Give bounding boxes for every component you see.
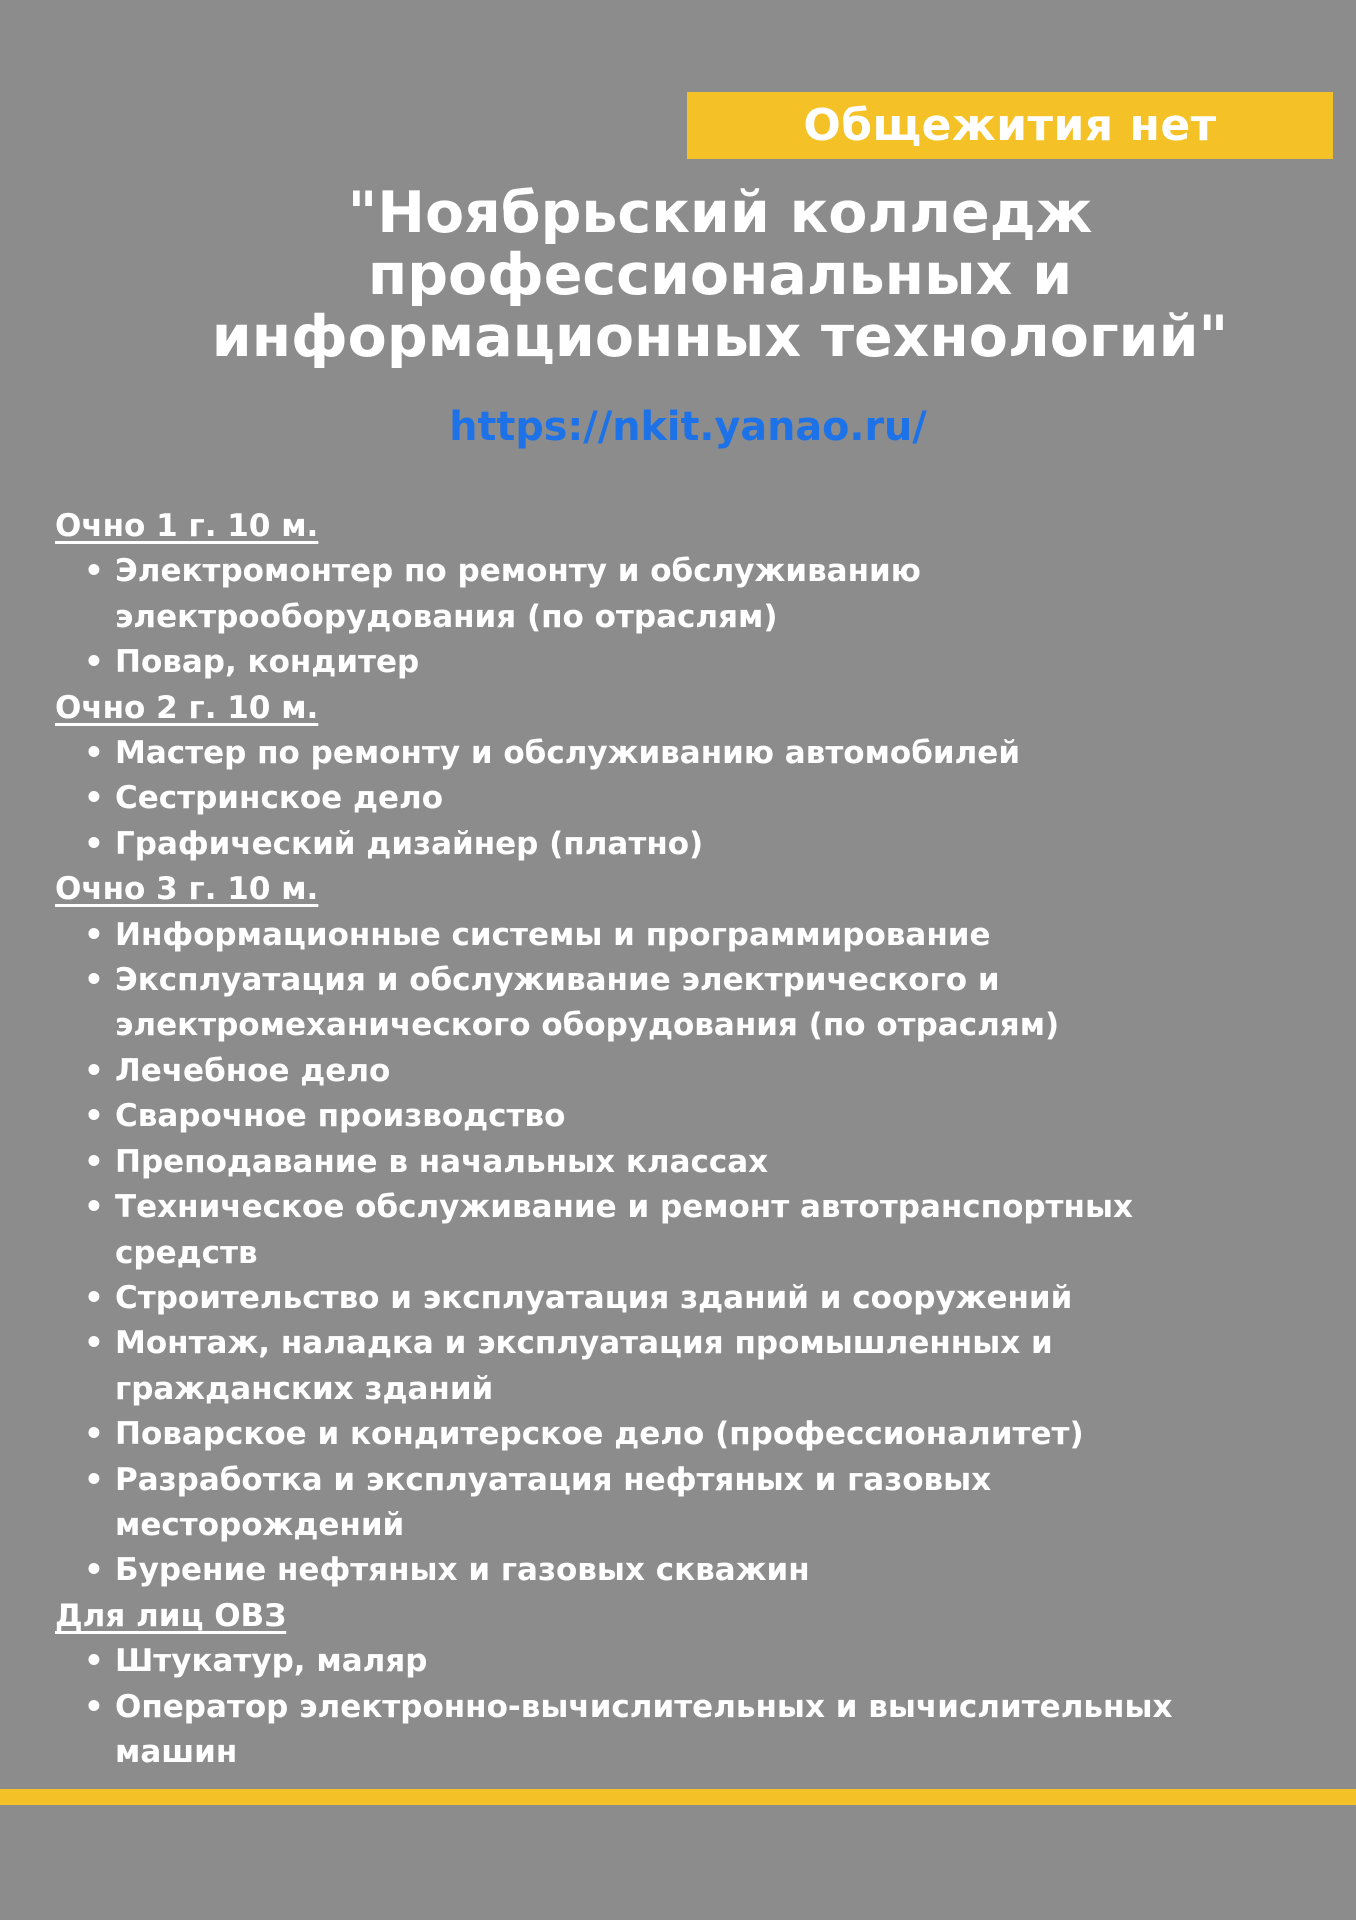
- bullet-icon: •: [84, 1098, 104, 1135]
- programs-list: [55, 504, 1345, 1775]
- list-item: • Сестринское дело: [55, 776, 1345, 821]
- bullet-icon: •: [84, 962, 104, 999]
- section-heading: Очно 3 г. 10 м.: [55, 871, 319, 908]
- bullet-icon: •: [84, 1143, 104, 1180]
- list-item: • Сварочное производство: [55, 1094, 1345, 1139]
- bullet-icon: •: [84, 1279, 104, 1316]
- list-item: • Преподавание в начальных классах: [55, 1140, 1345, 1185]
- list-item: • Информационные системы и программирование: [55, 913, 1345, 958]
- title-line: профессиональных и: [367, 242, 1073, 308]
- bullet-icon: •: [84, 1325, 104, 1362]
- bullet-icon: •: [84, 1416, 104, 1453]
- list-item: • Поварское и кондитерское дело (профессионалитет): [55, 1412, 1345, 1457]
- bullet-icon: •: [84, 644, 104, 681]
- list-item: • Повар, кондитер: [55, 640, 1345, 685]
- list-item: • Эксплуатация и обслуживание электрического и электромеханического оборудования (по отраслям): [55, 958, 1345, 1049]
- bullet-icon: •: [84, 916, 104, 953]
- bullet-icon: •: [84, 1643, 104, 1680]
- website-link[interactable]: https://nkit.yanao.ru/: [449, 404, 927, 450]
- bullet-icon: •: [84, 1189, 104, 1226]
- title-line: "Ноябрьский колледж: [347, 180, 1093, 246]
- bullet-icon: •: [84, 1552, 104, 1589]
- dormitory-badge-text: Общежития нет: [803, 100, 1217, 151]
- dormitory-badge: [687, 92, 1333, 159]
- bullet-icon: •: [84, 1052, 104, 1089]
- list-item: • Строительство и эксплуатация зданий и сооружений: [55, 1276, 1345, 1321]
- page-title: [100, 182, 1340, 368]
- section-full-time-2y10m: [55, 686, 1345, 868]
- list-item: • Техническое обслуживание и ремонт автотранспортных средств: [55, 1185, 1345, 1276]
- section-heading: Для лиц ОВЗ: [55, 1597, 287, 1634]
- list-item: • Графический дизайнер (платно): [55, 822, 1345, 867]
- bullet-icon: •: [84, 1688, 104, 1725]
- list-item: • Разработка и эксплуатация нефтяных и газовых месторождений: [55, 1458, 1345, 1549]
- section-heading: Очно 2 г. 10 м.: [55, 689, 319, 726]
- section-full-time-1y10m: [55, 504, 1345, 686]
- list-item: • Мастер по ремонту и обслуживанию автомобилей: [55, 731, 1345, 776]
- list-item: • Штукатур, маляр: [55, 1639, 1345, 1684]
- bullet-icon: •: [84, 553, 104, 590]
- section-heading: Очно 1 г. 10 м.: [55, 508, 319, 544]
- list-item: • Монтаж, наладка и эксплуатация промышленных и гражданских зданий: [55, 1321, 1345, 1412]
- section-disabilities: [55, 1594, 1345, 1776]
- bullet-icon: •: [84, 1461, 104, 1498]
- bullet-icon: •: [84, 780, 104, 817]
- list-item: • Лечебное дело: [55, 1049, 1345, 1094]
- title-line: информационных технологий": [211, 304, 1229, 370]
- list-item: • Бурение нефтяных и газовых скважин: [55, 1548, 1345, 1593]
- list-item: • Электромонтер по ремонту и обслуживанию электрооборудования (по отраслям): [55, 549, 1345, 640]
- bullet-icon: •: [84, 735, 104, 772]
- bullet-icon: •: [84, 825, 104, 862]
- list-item: • Оператор электронно-вычислительных и вычислительных машин: [55, 1685, 1345, 1776]
- section-full-time-3y10m: [55, 867, 1345, 1594]
- bottom-accent-bar: [0, 1789, 1356, 1805]
